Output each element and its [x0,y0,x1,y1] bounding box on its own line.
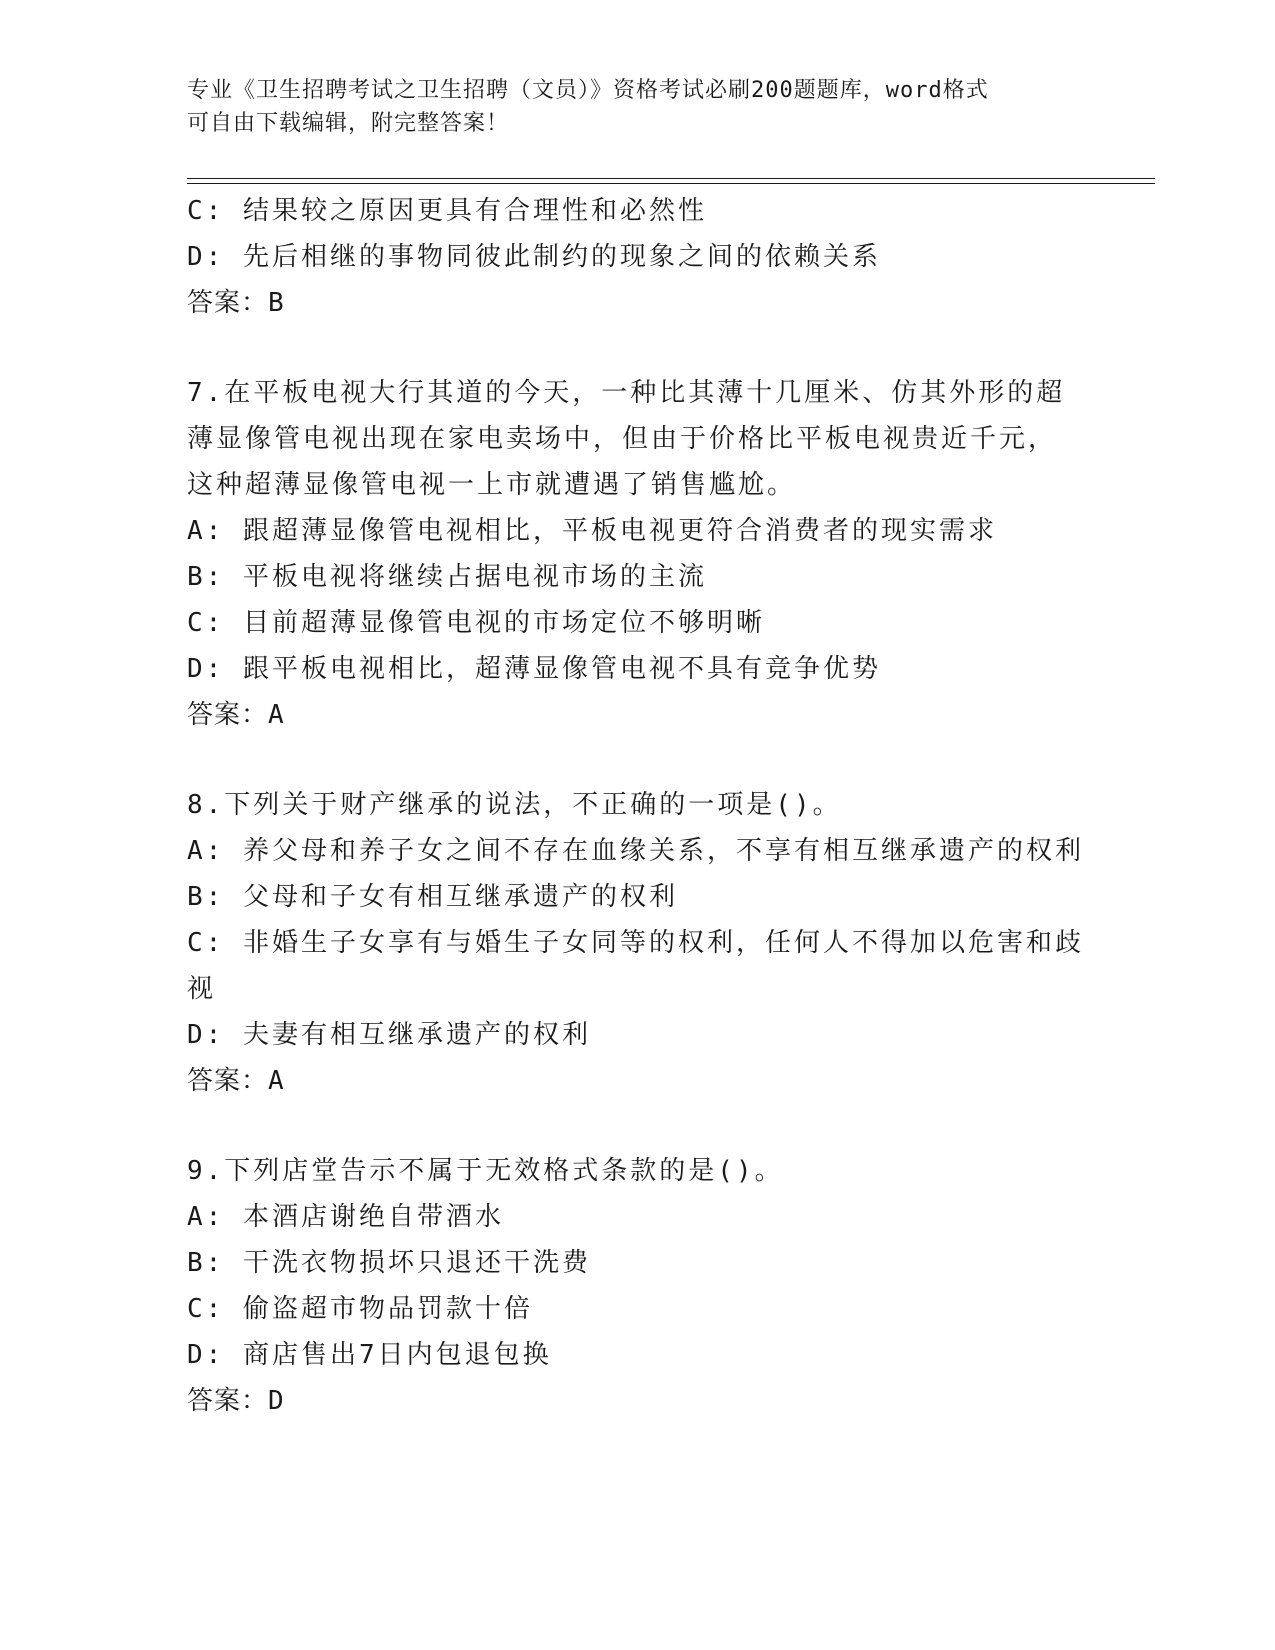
spacer [187,738,1087,782]
prev-option-d: D: 先后相继的事物同彼此制约的现象之间的依赖关系 [187,242,881,272]
spacer [187,326,1087,370]
q8-option-c-line-2: 视 [187,974,217,1004]
q9-option-c: C: 偷盗超市物品罚款十倍 [187,1294,533,1324]
q9-option-b: B: 干洗衣物损坏只退还干洗费 [187,1248,591,1278]
q8-option-b: B: 父母和子女有相互继承遗产的权利 [187,882,678,912]
q7-answer: 答案：A [187,700,285,730]
q7-stem-line-1: 7.在平板电视大行其道的今天，一种比其薄十几厘米、仿其外形的超 [187,378,1066,408]
q7-option-b: B: 平板电视将继续占据电视市场的主流 [187,562,707,592]
q9-option-a: A: 本酒店谢绝自带酒水 [187,1202,504,1232]
prev-answer: 答案：B [187,288,285,318]
q7-option-a: A: 跟超薄显像管电视相比，平板电视更符合消费者的现实需求 [187,516,997,546]
q7-stem-line-2: 薄显像管电视出现在家电卖场中，但由于价格比平板电视贵近千元， [187,424,1058,454]
header-divider-top [187,178,1155,179]
q7-option-d: D: 跟平板电视相比，超薄显像管电视不具有竞争优势 [187,654,881,684]
q8-option-a: A: 养父母和养子女之间不存在血缘关系，不享有相互继承遗产的权利 [187,836,1084,866]
q8-stem: 8.下列关于财产继承的说法，不正确的一项是()。 [187,790,842,820]
header-line-1: 专业《卫生招聘考试之卫生招聘（文员）》资格考试必刷200题题库，word格式 [187,78,989,103]
question-content [187,188,1087,1424]
q8-option-d: D: 夫妻有相互继承遗产的权利 [187,1020,591,1050]
spacer [187,1104,1087,1148]
q9-answer: 答案：D [187,1386,285,1416]
q7-option-c: C: 目前超薄显像管电视的市场定位不够明晰 [187,608,765,638]
q7-stem-line-3: 这种超薄显像管电视一上市就遭遇了销售尴尬。 [187,470,797,500]
q8-option-c-line-1: C: 非婚生子女享有与婚生子女同等的权利，任何人不得加以危害和歧 [187,928,1084,958]
q8-answer: 答案：A [187,1066,285,1096]
q9-option-d: D: 商店售出7日内包退包换 [187,1340,552,1370]
prev-option-c: C: 结果较之原因更具有合理性和必然性 [187,196,707,226]
document-header [187,74,1067,140]
q9-stem: 9.下列店堂告示不属于无效格式条款的是()。 [187,1156,784,1186]
header-divider-bottom [187,183,1155,184]
header-line-2: 可自由下载编辑，附完整答案！ [187,111,510,136]
